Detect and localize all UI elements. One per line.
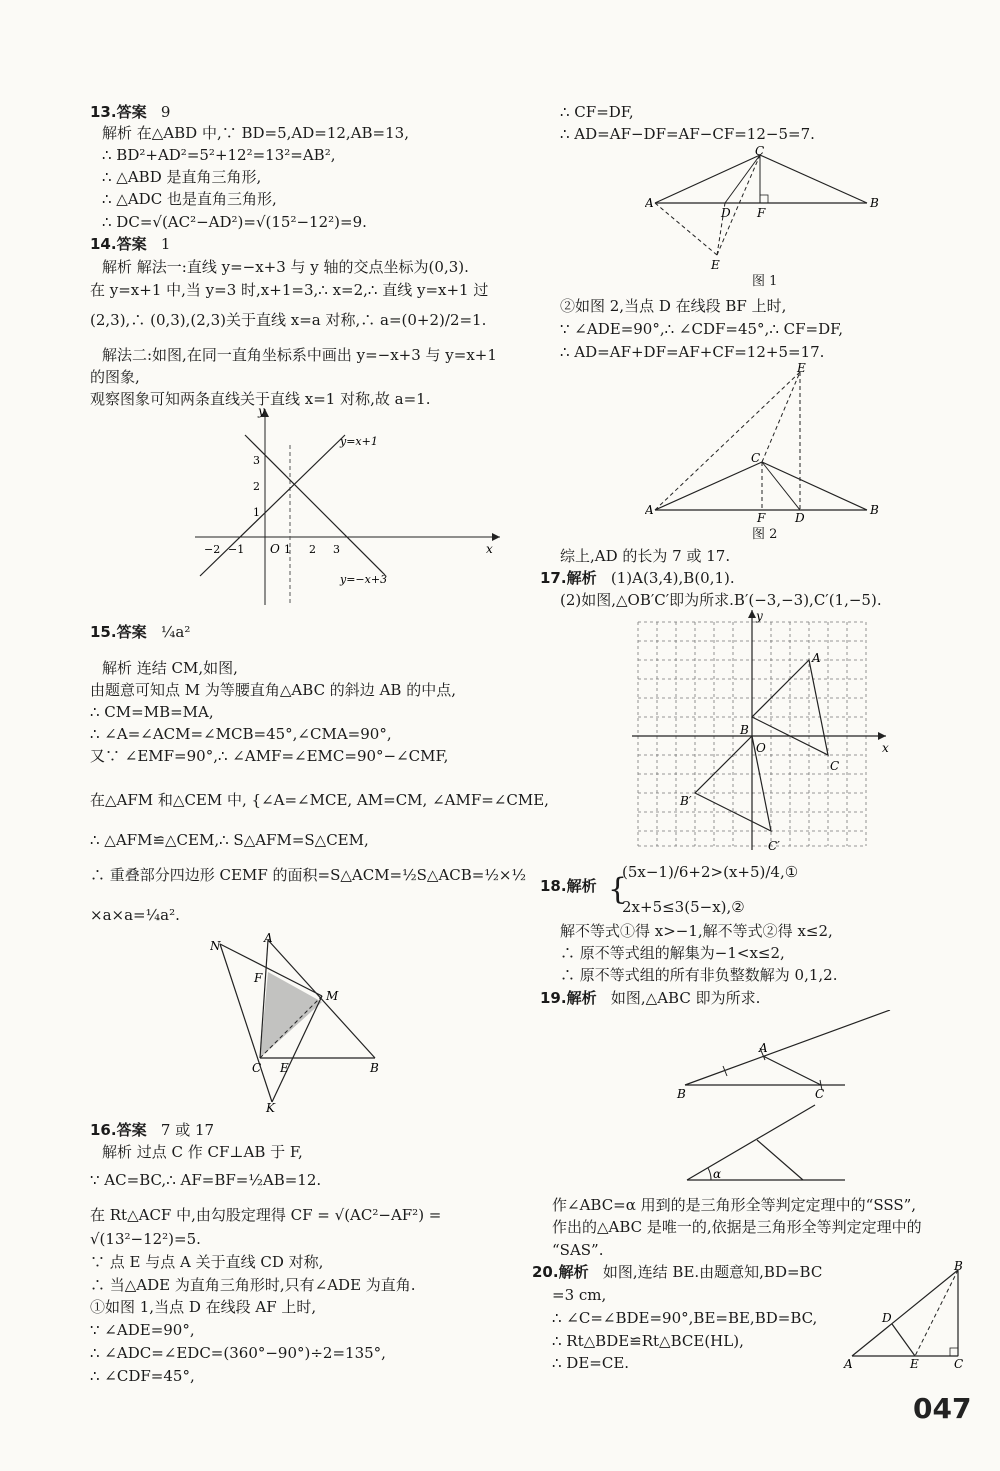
q15-line: 在△AFM 和△CEM 中, {∠A=∠MCE, AM=CM, ∠AMF=∠CME, <box>90 791 549 809</box>
q15-label: N <box>210 939 221 953</box>
q13-title: 13.答案 <box>90 103 147 121</box>
q18-line: 解不等式①得 x>−1,解不等式②得 x≤2, <box>560 922 833 940</box>
q17-title: 17.解析 <box>540 569 597 587</box>
q16-fig1-label: C <box>755 145 765 158</box>
q15-line: 解析 连结 CM,如图, <box>102 659 238 677</box>
q15-label: F <box>254 971 263 985</box>
q15-line: 又∵ ∠EMF=90°,∴ ∠AMF=∠EMC=90°−∠CMF, <box>90 747 449 765</box>
q16-fig2-caption: 图 2 <box>752 527 778 542</box>
q20-label: D <box>882 1311 892 1325</box>
q15-line: ∴ CM=MB=MA, <box>90 703 214 721</box>
q16-cont-line: ∴ AD=AF+DF=AF+CF=12+5=17. <box>560 343 825 361</box>
q20-triangle-figure <box>840 1258 970 1373</box>
q16-line: ∵ ∠ADE=90°, <box>90 1321 195 1339</box>
q15-label: K <box>266 1101 275 1112</box>
q15-header <box>90 622 190 642</box>
q16-fig1-label: D <box>721 206 731 220</box>
q20-label: C <box>954 1357 964 1371</box>
q14-xtick: 2 <box>309 543 316 556</box>
q16-fig1-label: B <box>870 196 879 210</box>
q18-line: ∴ 原不等式组的解集为−1<x≤2, <box>560 944 785 962</box>
q14-xtick: 3 <box>333 543 340 556</box>
q20-line: ∴ Rt△BDE≌Rt△BCE(HL), <box>552 1332 744 1350</box>
q16-fig2-label: A <box>645 503 654 517</box>
q15-title: 15.答案 <box>90 623 147 641</box>
q17-grid-figure <box>632 610 892 855</box>
q17-line: (1)A(3,4),B(0,1). <box>610 569 735 587</box>
q17-point-label: C′ <box>768 839 780 853</box>
q15-label: C <box>252 1061 262 1075</box>
q16-line: ∴ ∠ADC=∠EDC=(360°−90°)÷2=135°, <box>90 1344 386 1362</box>
q15-label: B <box>370 1061 379 1075</box>
q16-answer: 7 或 17 <box>160 1121 215 1139</box>
q20-line: ∴ DE=CE. <box>552 1354 630 1372</box>
q16-header <box>90 1120 214 1140</box>
right-column <box>532 0 1000 1471</box>
q17-point-label: B <box>740 723 749 737</box>
q13-line: ∴ △ABD 是直角三角形, <box>102 168 262 186</box>
page-number: 047 <box>913 1392 972 1425</box>
q14-line: 解析 解法一:直线 y=−x+3 与 y 轴的交点坐标为(0,3). <box>102 258 469 276</box>
q18-ineq: (5x−1)/6+2>(x+5)/4,① <box>622 863 799 881</box>
q20-header <box>532 1262 822 1282</box>
q19-line: 作∠ABC=α 用到的是三角形全等判定定理中的“SSS”, <box>552 1196 917 1214</box>
q19-label: B <box>677 1087 686 1101</box>
q15-label: M <box>326 989 339 1003</box>
q18-ineq: 2x+5≤3(5−x),② <box>622 898 745 916</box>
q16-fig2-label: C <box>751 451 761 465</box>
q16-line: ∵ 点 E 与点 A 关于直线 CD 对称, <box>90 1253 324 1271</box>
q16-title: 16.答案 <box>90 1121 147 1139</box>
q16-line: √(13²−12²)=5. <box>90 1230 201 1248</box>
q14-line: (2,3),∴ (0,3),(2,3)关于直线 x=a 对称,∴ a=(0+2)/2=1. <box>90 311 487 329</box>
q16-line: 在 Rt△ACF 中,由勾股定理得 CF = √(AC²−AF²) = <box>90 1206 442 1224</box>
q19-label: C <box>815 1087 825 1101</box>
q13-line: ∴ △ADC 也是直角三角形, <box>102 190 277 208</box>
q20-label: B <box>954 1259 963 1273</box>
q14-line: 观察图象可知两条直线关于直线 x=1 对称,故 a=1. <box>90 390 431 408</box>
q15-label: A <box>264 932 273 945</box>
q14-ytick: 2 <box>253 480 260 493</box>
q17-point-label: B′ <box>680 794 692 808</box>
q20-label: A <box>844 1357 853 1371</box>
q14-x-label: x <box>486 542 493 556</box>
q14-coordinate-graph <box>190 405 510 610</box>
q16-cont-line: ∵ ∠ADE=90°,∴ ∠CDF=45°,∴ CF=DF, <box>560 320 843 338</box>
q16-fig2-label: B <box>870 503 879 517</box>
q16-summary: 综上,AD 的长为 7 或 17. <box>560 547 731 565</box>
q18-line: ∴ 原不等式组的所有非负整数解为 0,1,2. <box>560 966 838 984</box>
q16-line: ∴ 当△ADE 为直角三角形时,只有∠ADE 为直角. <box>90 1276 416 1294</box>
q19-label: α <box>713 1167 722 1181</box>
q16-fig1-label: A <box>645 196 654 210</box>
q14-title: 14.答案 <box>90 235 147 253</box>
q15-line: 由题意可知点 M 为等腰直角△ABC 的斜边 AB 的中点, <box>90 681 456 699</box>
q14-line1-label: y=x+1 <box>340 435 378 448</box>
q14-line: 解法二:如图,在同一直角坐标系中画出 y=−x+3 与 y=x+1 <box>102 346 497 364</box>
q19-line: 作出的△ABC 是唯一的,依据是三角形全等判定定理中的 <box>552 1218 922 1236</box>
q20-label: E <box>910 1357 919 1371</box>
q18-title-text: 18.解析 <box>540 877 597 895</box>
q20-title: 20.解析 <box>532 1263 589 1281</box>
q14-xtick: 1 <box>284 543 291 556</box>
q16-figure-1 <box>645 145 885 275</box>
q16-cont-line: ∴ AD=AF−DF=AF−CF=12−5=7. <box>560 125 815 143</box>
q18-title <box>540 876 597 896</box>
q17-point-label: C <box>830 759 840 773</box>
q19-header <box>540 988 760 1008</box>
q17-x-label: x <box>882 741 889 755</box>
q15-line: ×a×a=¼a². <box>90 906 180 924</box>
q17-point-label: A <box>812 651 821 665</box>
q18-brace: { <box>608 872 628 907</box>
q16-line: ∴ ∠CDF=45°, <box>90 1367 195 1385</box>
q16-line: ①如图 1,当点 D 在线段 AF 上时, <box>90 1298 317 1316</box>
q16-cont-line: ∴ CF=DF, <box>560 103 634 121</box>
q16-figure-2 <box>645 362 885 522</box>
q17-origin-label: O <box>756 741 766 755</box>
q15-line: ∴ ∠A=∠ACM=∠MCB=45°,∠CMA=90°, <box>90 725 392 743</box>
q14-line: 在 y=x+1 中,当 y=3 时,x+1=3,∴ x=2,∴ 直线 y=x+1 过 <box>90 281 489 299</box>
q19-construction-figure <box>675 1010 955 1190</box>
q17-header <box>540 568 735 588</box>
q16-fig1-label: F <box>757 206 766 220</box>
q14-header <box>90 234 170 254</box>
q16-fig1-label: E <box>711 258 720 272</box>
q14-y-label: y <box>258 405 265 418</box>
q16-fig2-label: F <box>757 511 766 522</box>
q20-line: 如图,连结 BE.由题意知,BD=BC <box>602 1263 823 1281</box>
q19-line: “SAS”. <box>552 1241 604 1259</box>
q14-ytick: 1 <box>253 506 260 519</box>
q16-fig2-label: E <box>797 362 806 375</box>
q14-answer: 1 <box>160 235 171 253</box>
q14-xtick: −2 <box>204 543 221 556</box>
q14-line: 的图象, <box>90 368 140 386</box>
q14-xtick: −1 <box>228 543 245 556</box>
q19-label: A <box>759 1041 768 1055</box>
q19-title: 19.解析 <box>540 989 597 1007</box>
q16-line: ∵ AC=BC,∴ AF=BF=½AB=12. <box>90 1171 322 1189</box>
q14-origin-label: O <box>270 542 280 556</box>
q15-line: ∴ 重叠部分四边形 CEMF 的面积=S△ACM=½S△ACB=½×½ <box>90 866 527 884</box>
q14-line2-label: y=−x+3 <box>340 573 388 586</box>
q19-line: 如图,△ABC 即为所求. <box>610 989 761 1007</box>
q16-fig2-label: D <box>795 511 805 522</box>
q16-fig1-caption: 图 1 <box>752 274 778 289</box>
q15-label: E <box>280 1061 289 1075</box>
q20-line: =3 cm, <box>552 1286 607 1304</box>
q20-line: ∴ ∠C=∠BDE=90°,BE=BE,BD=BC, <box>552 1309 818 1327</box>
q13-line: ∴ BD²+AD²=5²+12²=13²=AB², <box>102 146 336 164</box>
q16-cont-line: ②如图 2,当点 D 在线段 BF 上时, <box>560 297 787 315</box>
q13-header <box>90 102 170 122</box>
left-column <box>90 0 550 1471</box>
q16-line: 解析 过点 C 作 CF⊥AB 于 F, <box>102 1143 303 1161</box>
q17-line: (2)如图,△OB′C′即为所求.B′(−3,−3),C′(1,−5). <box>560 591 882 609</box>
q13-line: ∴ DC=√(AC²−AD²)=√(15²−12²)=9. <box>102 213 367 231</box>
q13-line: 解析 在△ABD 中,∵ BD=5,AD=12,AB=13, <box>102 124 409 142</box>
q15-triangle-figure <box>210 932 390 1112</box>
q15-answer: ¼a² <box>160 623 191 641</box>
q14-ytick: 3 <box>253 454 260 467</box>
q15-line: ∴ △AFM≌△CEM,∴ S△AFM=S△CEM, <box>90 831 369 849</box>
q17-y-label: y <box>756 610 763 623</box>
q13-answer: 9 <box>160 103 171 121</box>
